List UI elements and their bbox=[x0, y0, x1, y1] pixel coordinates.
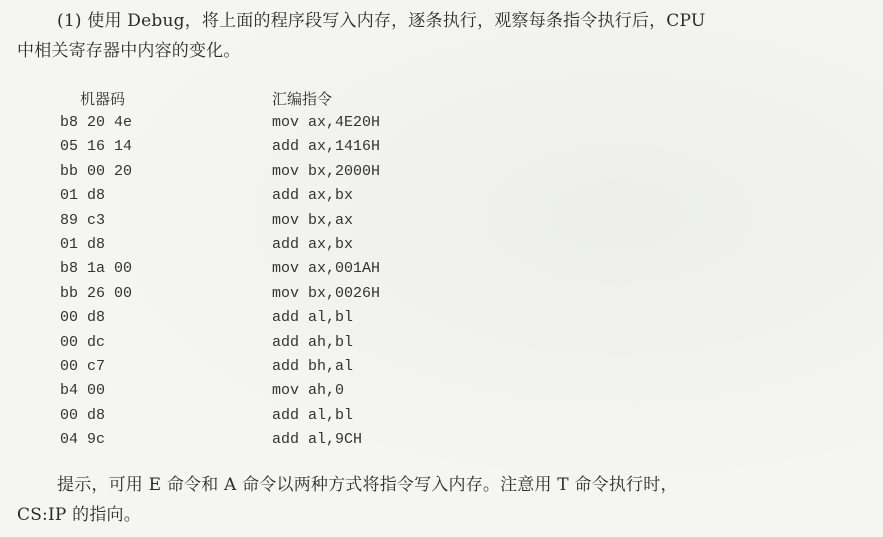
assembly-cell: add ax,bx bbox=[272, 187, 354, 205]
assembly-cell: mov ax,4E20H bbox=[272, 114, 381, 131]
assembly-cell: mov ax,001AH bbox=[272, 260, 381, 278]
code-row bbox=[58, 332, 478, 356]
assembly-cell: add al,9CH bbox=[272, 431, 363, 449]
assembly-cell: mov ah,0 bbox=[272, 382, 345, 400]
assembly-cell: mov bx,0026H bbox=[272, 284, 381, 302]
machine-code-cell: 01 d8 bbox=[60, 187, 106, 205]
machine-code-cell: bb 00 20 bbox=[60, 162, 133, 180]
code-row bbox=[58, 234, 478, 258]
machine-code-cell: b8 20 4e bbox=[60, 114, 133, 131]
assembly-cell: mov bx,ax bbox=[272, 211, 354, 229]
machine-code-cell: 01 d8 bbox=[60, 235, 106, 253]
machine-code-cell: bb 26 00 bbox=[60, 284, 133, 302]
code-row bbox=[58, 112, 478, 136]
code-row bbox=[58, 307, 478, 331]
machine-code-cell: 00 c7 bbox=[60, 357, 106, 375]
assembly-cell: mov bx,2000H bbox=[272, 162, 381, 180]
code-row bbox=[58, 185, 478, 209]
machine-code-cell: 00 d8 bbox=[60, 309, 106, 327]
assembly-cell: add al,bl bbox=[272, 309, 354, 327]
code-row bbox=[58, 380, 478, 404]
machine-code-cell: 00 dc bbox=[60, 333, 106, 351]
assembly-cell: add bh,al bbox=[272, 357, 354, 375]
assembly-cell: add ah,bl bbox=[272, 333, 354, 351]
code-row bbox=[58, 210, 478, 234]
machine-code-cell: b8 1a 00 bbox=[60, 260, 133, 278]
hint-text-line-2: CS:IP 的指向。 bbox=[17, 505, 141, 525]
code-row bbox=[58, 356, 478, 380]
code-row bbox=[58, 405, 478, 429]
code-row bbox=[58, 429, 478, 453]
intro-text-line-2: 中相关寄存器中内容的变化。 bbox=[17, 41, 241, 61]
assembly-cell: add al,bl bbox=[272, 406, 354, 424]
code-row bbox=[58, 161, 478, 185]
code-row bbox=[58, 258, 478, 282]
intro-text-line-1: (1) 使用 Debug，将上面的程序段写入内存，逐条执行，观察每条指令执行后，CPU bbox=[57, 11, 706, 31]
machine-code-cell: 89 c3 bbox=[60, 211, 106, 229]
assembly-header: 汇编指令 bbox=[272, 90, 333, 108]
machine-code-cell: 05 16 14 bbox=[60, 138, 133, 156]
hint-text-line-1: 提示，可用 E 命令和 A 命令以两种方式将指令写入内存。注意用 T 命令执行时， bbox=[57, 475, 678, 495]
machine-code-cell: b4 00 bbox=[60, 382, 106, 400]
code-row bbox=[58, 283, 478, 307]
assembly-cell: add ax,bx bbox=[272, 235, 354, 253]
machine-code-cell: 04 9c bbox=[60, 431, 106, 449]
code-row bbox=[58, 136, 478, 160]
code-table bbox=[58, 112, 478, 453]
machine-code-header: 机器码 bbox=[80, 90, 126, 108]
assembly-cell: add ax,1416H bbox=[272, 138, 381, 156]
machine-code-cell: 00 d8 bbox=[60, 406, 106, 424]
